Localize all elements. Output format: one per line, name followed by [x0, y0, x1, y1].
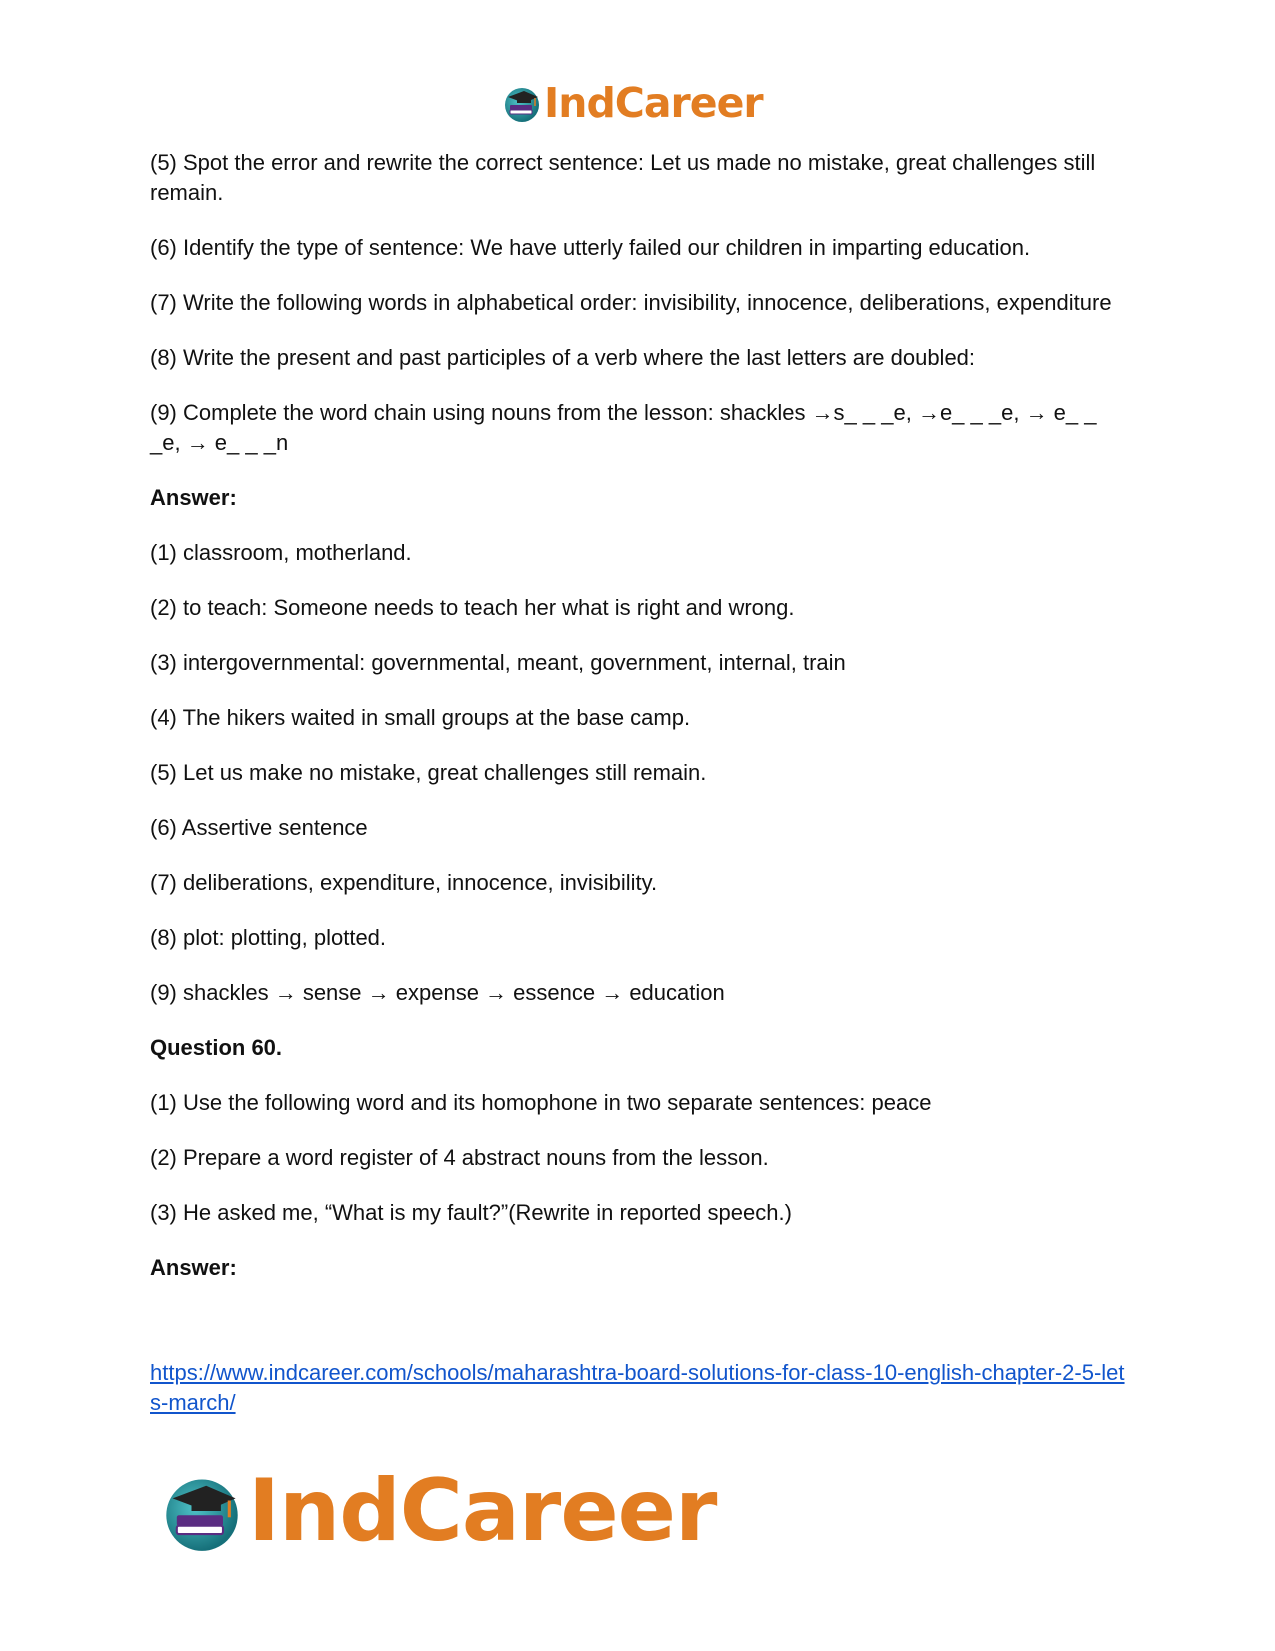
paragraph: (1) classroom, motherland.: [150, 540, 412, 565]
paragraph: (6) Identify the type of sentence: We have utterly failed our children in imparting education.: [150, 235, 1031, 260]
paragraph: (5) Let us make no mistake, great challenges still remain.: [150, 760, 707, 785]
paragraph: (6) Assertive sentence: [150, 815, 368, 840]
paragraph: (3) He asked me, “What is my fault?”(Rewrite in reported speech.): [150, 1200, 792, 1225]
brand-wordmark: IndCareer: [248, 1461, 717, 1561]
paragraph: (4) The hikers waited in small groups at the base camp.: [150, 705, 691, 730]
paragraph: (2) Prepare a word register of 4 abstract nouns from the lesson.: [150, 1145, 769, 1170]
paragraph: (8) plot: plotting, plotted.: [150, 925, 387, 950]
paragraph: (2) to teach: Someone needs to teach her what is right and wrong.: [150, 595, 795, 620]
paragraph: (5) Spot the error and rewrite the correct sentence: Let us made no mistake, great challenges still remain.: [150, 150, 1096, 205]
paragraph: (1) Use the following word and its homophone in two separate sentences: peace: [150, 1090, 932, 1115]
paragraph-list: [150, 148, 1130, 1283]
footer-logo: [160, 1461, 717, 1561]
section-heading: Answer:: [150, 1255, 237, 1280]
section-heading: Question 60.: [150, 1035, 283, 1060]
paragraph: (7) Write the following words in alphabetical order: invisibility, innocence, deliberations, expenditure: [150, 290, 1112, 315]
paragraph: (8) Write the present and past participles of a verb where the last letters are doubled:: [150, 345, 976, 370]
graduation-cap-globe-icon: [502, 83, 542, 123]
paragraph: (3) intergovernmental: governmental, meant, government, internal, train: [150, 650, 846, 675]
paragraph: (9) Complete the word chain using nouns from the lesson: shackles →s_ _ _e, →e_ _ _e, → e_ _ _e, → e_ _ _n: [150, 400, 1097, 455]
header-logo: [502, 80, 763, 126]
brand-wordmark: IndCareer: [544, 79, 763, 127]
paragraph: (9) shackles → sense → expense → essence → education: [150, 980, 725, 1005]
section-heading: Answer:: [150, 485, 237, 510]
source-url-link[interactable]: https://www.indcareer.com/schools/maharashtra-board-solutions-for-class-10-english-chapter-2-5-lets-march/: [150, 1360, 1125, 1415]
document-body: [150, 148, 1130, 1418]
paragraph: (7) deliberations, expenditure, innocence, invisibility.: [150, 870, 658, 895]
graduation-cap-globe-icon: [160, 1469, 244, 1553]
